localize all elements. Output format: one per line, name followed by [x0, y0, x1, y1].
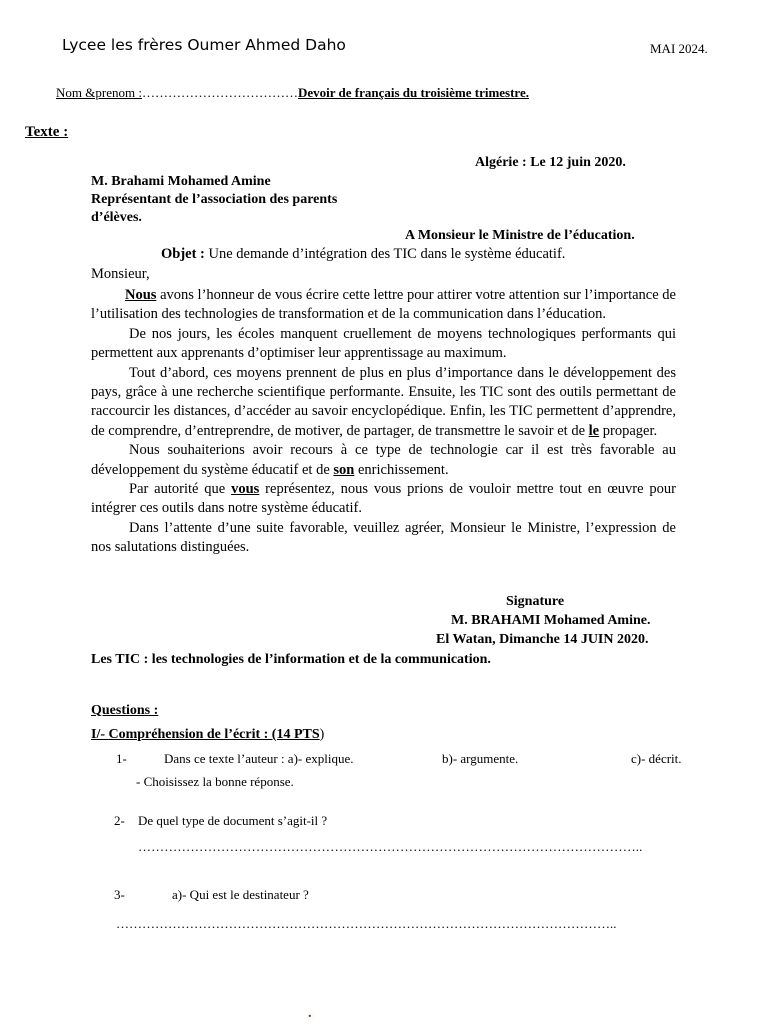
question-1-text: Dans ce texte l’auteur : a)- explique. — [164, 751, 354, 766]
signature-label: Signature — [506, 594, 565, 609]
paragraph-4 — [91, 441, 676, 480]
paragraph-3-text-a: Tout d’abord, ces moyens prennent de plus en plus d’importance dans le développement des pays, grâce à une recherche scientifique performante. Ensuite, les TIC sont des outils permettant de raccourcir les distances, d’accéder au savoir encyclopédique. Enfin, les TIC permettent d’apprendre, de comprendre, d’entreprendre, de motiver, de partager, de transmettre le savoir et de — [91, 364, 676, 439]
signature-name: M. BRAHAMI Mohamed Amine. — [451, 613, 651, 628]
paragraph-3 — [91, 364, 676, 442]
sender-name: M. Brahami Mohamed Amine — [91, 174, 271, 189]
question-2-answer-line[interactable]: …………………………………………………………………………………………………….. — [138, 839, 643, 854]
paragraph-3-text-b: propager. — [599, 422, 658, 439]
keyword-son: son — [333, 461, 355, 478]
letter-source: El Watan, Dimanche 14 JUIN 2020. — [436, 632, 649, 647]
section-label: I/- Compréhension de l’écrit : (14 PTS — [91, 727, 320, 742]
question-3-number: 3- — [114, 887, 125, 902]
paragraph-2: De nos jours, les écoles manquent cruellement de moyens technologiques performants qui permettent aux apprenants d’optimiser leur apprentissage au maximum. — [91, 325, 676, 362]
keyword-le: le — [588, 422, 600, 439]
section-comprehension — [91, 727, 324, 743]
name-dots: ……………………………… — [141, 85, 298, 100]
exam-title: Devoir de français du troisième trimestre. — [297, 85, 529, 100]
letter-objet — [161, 246, 565, 263]
letter-greeting: Monsieur, — [91, 266, 150, 282]
sender-role: Représentant de l’association des parents d’élèves. — [91, 192, 338, 225]
objet-text: Une demande d’intégration des TIC dans le système éducatif. — [204, 246, 566, 262]
tic-note: Les TIC : les technologies de l’information et de la communication. — [91, 652, 491, 667]
paragraph-1 — [91, 286, 676, 325]
name-row — [56, 85, 529, 101]
paragraph-5 — [91, 480, 676, 519]
section-suffix: ) — [319, 727, 325, 742]
question-1-instruction: - Choisissez la bonne réponse. — [136, 774, 294, 789]
exam-date: MAI 2024. — [650, 41, 708, 56]
paragraph-4-text-a: Nous souhaiterions avoir recours à ce type de technologie car il est très favorable au développement du système éducatif et de — [91, 442, 676, 478]
question-2-text: De quel type de document s’agit-il ? — [138, 813, 328, 828]
name-label: Nom &prenom : — [56, 85, 142, 100]
questions-heading: Questions : — [91, 703, 159, 718]
footer-mark: . — [308, 1006, 312, 1021]
paragraph-1-text: avons l’honneur de vous écrire cette lettre pour attirer votre attention sur l’importance de l’utilisation des technologies de transformation et de la communication dans l’éducation. — [91, 287, 676, 323]
school-name: Lycee les frères Oumer Ahmed Daho — [62, 36, 346, 54]
question-1-option-c: c)- décrit. — [631, 751, 682, 766]
objet-label: Objet : — [161, 246, 205, 262]
letter-sender — [91, 173, 351, 227]
paragraph-4-text-b: enrichissement. — [354, 461, 449, 478]
letter-body — [91, 286, 676, 558]
texte-label: Texte : — [25, 124, 69, 140]
question-1-number: 1- — [116, 751, 127, 766]
question-3-answer-line[interactable]: …………………………………………………………………………………………………….. — [116, 916, 617, 931]
question-3-text: a)- Qui est le destinateur ? — [172, 887, 309, 902]
keyword-vous: vous — [231, 481, 260, 498]
letter-addressee: A Monsieur le Ministre de l’éducation. — [405, 228, 635, 243]
paragraph-5-text-a: Par autorité que — [129, 481, 232, 498]
paragraph-6: Dans l’attente d’une suite favorable, veuillez agréer, Monsieur le Ministre, l’expression de nos salutations distinguées. — [91, 519, 676, 556]
keyword-nous: Nous — [125, 287, 157, 303]
letter-place-date: Algérie : Le 12 juin 2020. — [475, 155, 626, 170]
question-2-number: 2- — [114, 813, 125, 828]
question-1-option-b: b)- argumente. — [442, 751, 519, 766]
paragraph-5-text-b: représentez, nous vous prions de vouloir mettre tout en œuvre pour intégrer ces outils dans notre système éducatif. — [91, 481, 676, 517]
